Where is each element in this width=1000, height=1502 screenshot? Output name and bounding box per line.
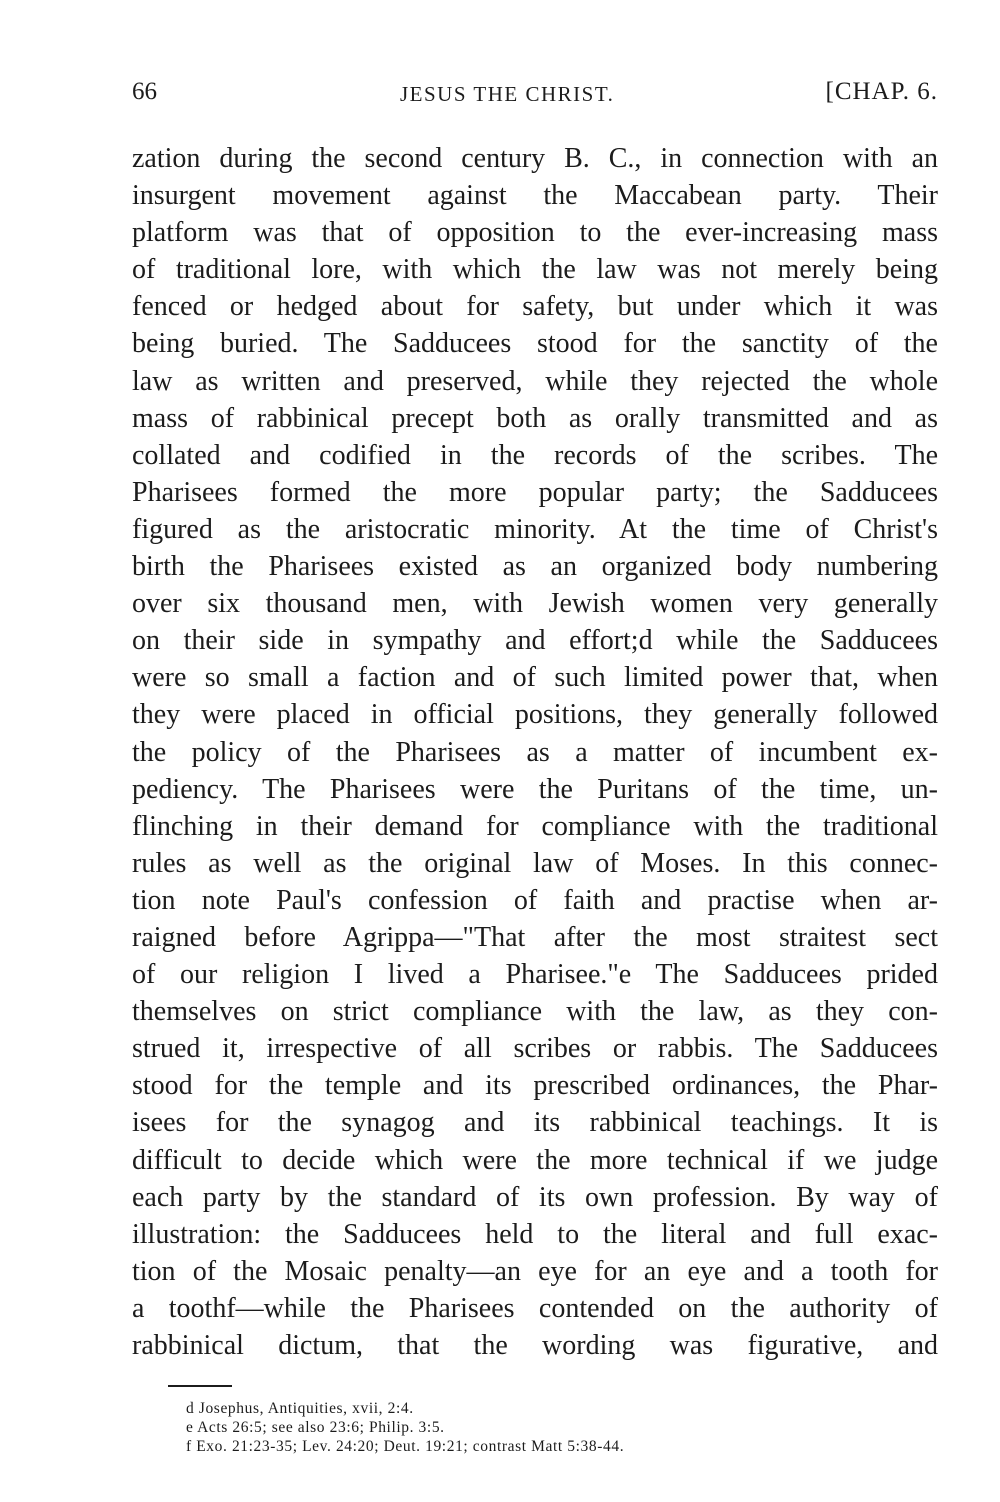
text-line: birth the Pharisees existed as an organized body numbering xyxy=(132,551,938,583)
footnote-divider xyxy=(168,1385,232,1387)
text-line: tion note Paul's confession of faith and practise when ar- xyxy=(132,884,938,916)
text-line: strued it, irrespective of all scribes or rabbis. The Sadducees xyxy=(132,1033,938,1065)
text-line: of traditional lore, with which the law was not merely being xyxy=(132,254,938,286)
text-line: fenced or hedged about for safety, but under which it was xyxy=(132,291,938,323)
text-line: tion of the Mosaic penalty—an eye for an eye and a tooth for xyxy=(132,1255,938,1287)
running-title: JESUS THE CHRIST. xyxy=(400,82,615,106)
text-line: the policy of the Pharisees as a matter of incumbent ex- xyxy=(132,736,938,768)
text-line: zation during the second century B. C., in connection with an xyxy=(132,143,938,174)
text-line: raigned before Agrippa—"That after the most straitest sect xyxy=(132,921,938,953)
text-line: illustration: the Sadducees held to the literal and full exac- xyxy=(132,1218,938,1250)
text-line: being buried. The Sadducees stood for the sanctity of the xyxy=(132,328,938,360)
text-line: stood for the temple and its prescribed ordinances, the Phar- xyxy=(132,1070,938,1102)
text-line: pediency. The Pharisees were the Puritans of the time, un- xyxy=(132,773,938,805)
text-line: mass of rabbinical precept both as orally transmitted and as xyxy=(132,402,938,434)
text-line: isees for the synagog and its rabbinical teachings. It is xyxy=(132,1107,938,1139)
footnotes xyxy=(186,1399,886,1456)
footnote-d: d Josephus, Antiquities, xvii, 2:4. xyxy=(186,1400,414,1417)
text-line: difficult to decide which were the more technical if we judge xyxy=(132,1144,938,1176)
text-line: over six thousand men, with Jewish women very generally xyxy=(132,588,938,620)
text-line: on their side in sympathy and effort;d while the Sadducees xyxy=(132,625,938,657)
text-line: Pharisees formed the more popular party; the Sadducees xyxy=(132,476,938,508)
text-line: rabbinical dictum, that the wording was figurative, and xyxy=(132,1330,938,1361)
footnote-e: e Acts 26:5; see also 23:6; Philip. 3:5. xyxy=(186,1419,445,1436)
text-line: were so small a faction and of such limited power that, when xyxy=(132,662,938,694)
page-header xyxy=(132,78,938,118)
text-line: flinching in their demand for compliance with the traditional xyxy=(132,810,938,842)
chapter-reference: [CHAP. 6. xyxy=(825,78,938,105)
text-line: figured as the aristocratic minority. At the time of Christ's xyxy=(132,513,938,545)
text-line: each party by the standard of its own profession. By way of xyxy=(132,1181,938,1213)
text-line: rules as well as the original law of Moses. In this connec- xyxy=(132,847,938,879)
text-line: collated and codified in the records of the scribes. The xyxy=(132,439,938,471)
text-line: of our religion I lived a Pharisee."e The Sadducees prided xyxy=(132,959,938,991)
footnote-f: f Exo. 21:23-35; Lev. 24:20; Deut. 19:21; contrast Matt 5:38-44. xyxy=(186,1438,625,1455)
text-line: a toothf—while the Pharisees contended on the authority of xyxy=(132,1292,938,1324)
body-text xyxy=(132,140,938,1364)
text-line: insurgent movement against the Maccabean party. Their xyxy=(132,180,938,212)
page-number: 66 xyxy=(132,78,157,105)
text-line: they were placed in official positions, they generally followed xyxy=(132,699,938,731)
text-line: themselves on strict compliance with the law, as they con- xyxy=(132,996,938,1028)
text-line: platform was that of opposition to the ever-increasing mass xyxy=(132,217,938,249)
text-line: law as written and preserved, while they rejected the whole xyxy=(132,365,938,397)
